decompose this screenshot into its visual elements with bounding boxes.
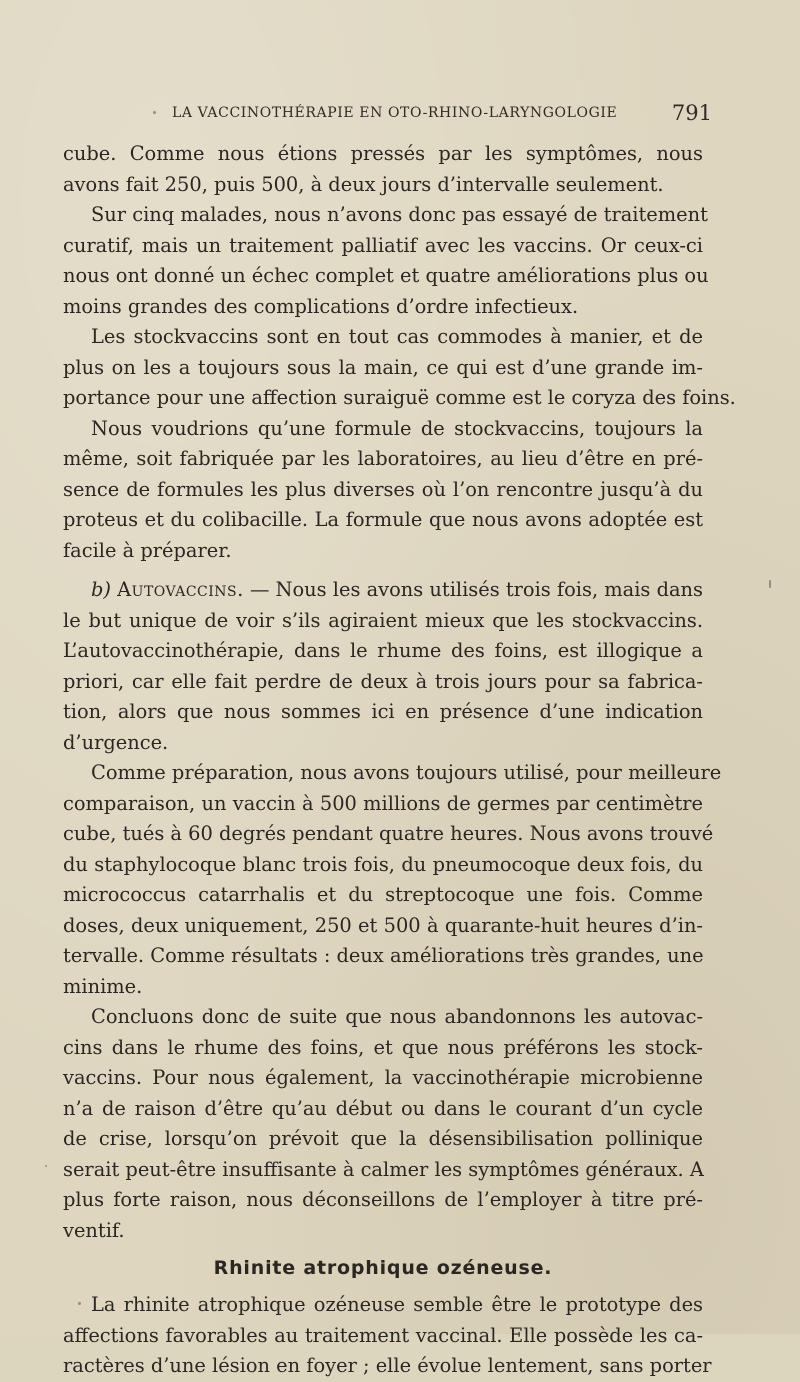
text-line: micrococcus catarrhalis et du streptocoque une fois. Comme [63,883,703,906]
text-line: comparaison, un vaccin à 500 millions de germes par centimètre [63,791,703,815]
text-line: avons fait 250, puis 500, à deux jours d’intervalle seulement. [63,172,664,196]
running-head: LA VACCINOTHÉRAPIE EN OTO-RHINO-LARYNGOLOGIE [172,105,618,121]
text-line: doses, deux uniquement, 250 et 500 à quarante-huit heures d’in- [63,913,703,937]
text-line: facile à préparer. [63,538,232,562]
text-line: du staphylocoque blanc trois fois, du pneumocoque deux fois, du [63,852,703,876]
paper-speck [45,1165,47,1167]
text-line: ractères d’une lésion en foyer ; elle évolue lentement, sans porter [63,1354,712,1377]
text-line: d’urgence. [63,730,169,754]
text-line: ventif. [63,1218,125,1242]
text-line: portance pour une affection suraiguë comme est le coryza des foins. [63,386,736,409]
text-line: moins grandes des complications d’ordre infectieux. [63,294,579,318]
page-number: 791 [671,101,712,125]
text-line: cube. Comme nous étions pressés par les symptômes, nous [63,142,703,165]
text-line: n’a de raison d’être qu’au début ou dans le courant d’un cycle [63,1096,703,1120]
paper-speck [153,111,156,114]
body-text [63,139,736,1382]
text-line: Sur cinq malades, nous n’avons donc pas essayé de traitement [91,203,708,226]
paragraph-label: b) [91,578,111,601]
text-line: plus on les a toujours sous la main, ce qui est d’une grande im- [63,355,703,379]
text-line: La rhinite atrophique ozéneuse semble être le prototype des [91,1293,703,1316]
text-line: tion, alors que nous sommes ici en présence d’une indication [63,700,703,723]
text-line-rest: — Nous les avons utilisés trois fois, mais dans [243,578,703,601]
text-line: le but unique de voir s’ils agiraient mieux que les stockvaccins. [63,608,703,632]
text-line: sence de formules les plus diverses où l’on rencontre jusqu’à du [63,477,703,501]
text-line: curatif, mais un traitement palliatif avec les vaccins. Or ceux-ci [63,233,703,257]
text-line: plus forte raison, nous déconseillons de l’employer à titre pré- [63,1188,703,1211]
text-line: Les stockvaccins sont en tout cas commodes à manier, et de [91,325,703,348]
text-line: même, soit fabriquée par les laboratoires, au lieu d’être en pré- [63,447,703,470]
text-line: Concluons donc de suite que nous abandonnons les autovac- [91,1005,703,1028]
paper-speck [769,580,771,588]
text-line: tervalle. Comme résultats : deux améliorations très grandes, une [63,944,704,967]
text-line: de crise, lorsqu’on prévoit que la désensibilisation pollinique [63,1127,703,1150]
text-line: priori, car elle fait perdre de deux à trois jours pour sa fabrica- [63,669,703,693]
text-line: proteus et du colibacille. La formule que nous avons adoptée est [63,508,703,531]
text-line: nous ont donné un échec complet et quatre améliorations plus ou [63,264,709,287]
page-header [172,101,712,127]
text-line: affections favorables au traitement vaccinal. Elle possède les ca- [63,1323,703,1347]
text-line: cube, tués à 60 degrés pendant quatre heures. Nous avons trouvé [63,822,714,845]
text-line-autovaccins [63,575,703,606]
text-line: L’autovaccinothérapie, dans le rhume des foins, est illogique a [63,639,703,662]
text-line: Comme préparation, nous avons toujours utilisé, pour meilleure [91,761,722,784]
text-line: cins dans le rhume des foins, et que nous préférons les stock- [63,1035,703,1059]
text-line: vaccins. Pour nous également, la vaccinothérapie microbienne [63,1066,703,1089]
paragraph-title: Autovaccins. [117,578,244,601]
paragraph-gap [63,566,703,575]
paper-speck [78,1302,81,1305]
text-line: minime. [63,974,143,998]
section-heading: Rhinite atrophique ozéneuse. [213,1257,553,1279]
text-line: serait peut-être insuffisante à calmer les symptômes généraux. A [63,1157,704,1181]
text-line: Nous voudrions qu’une formule de stockvaccins, toujours la [91,416,703,440]
